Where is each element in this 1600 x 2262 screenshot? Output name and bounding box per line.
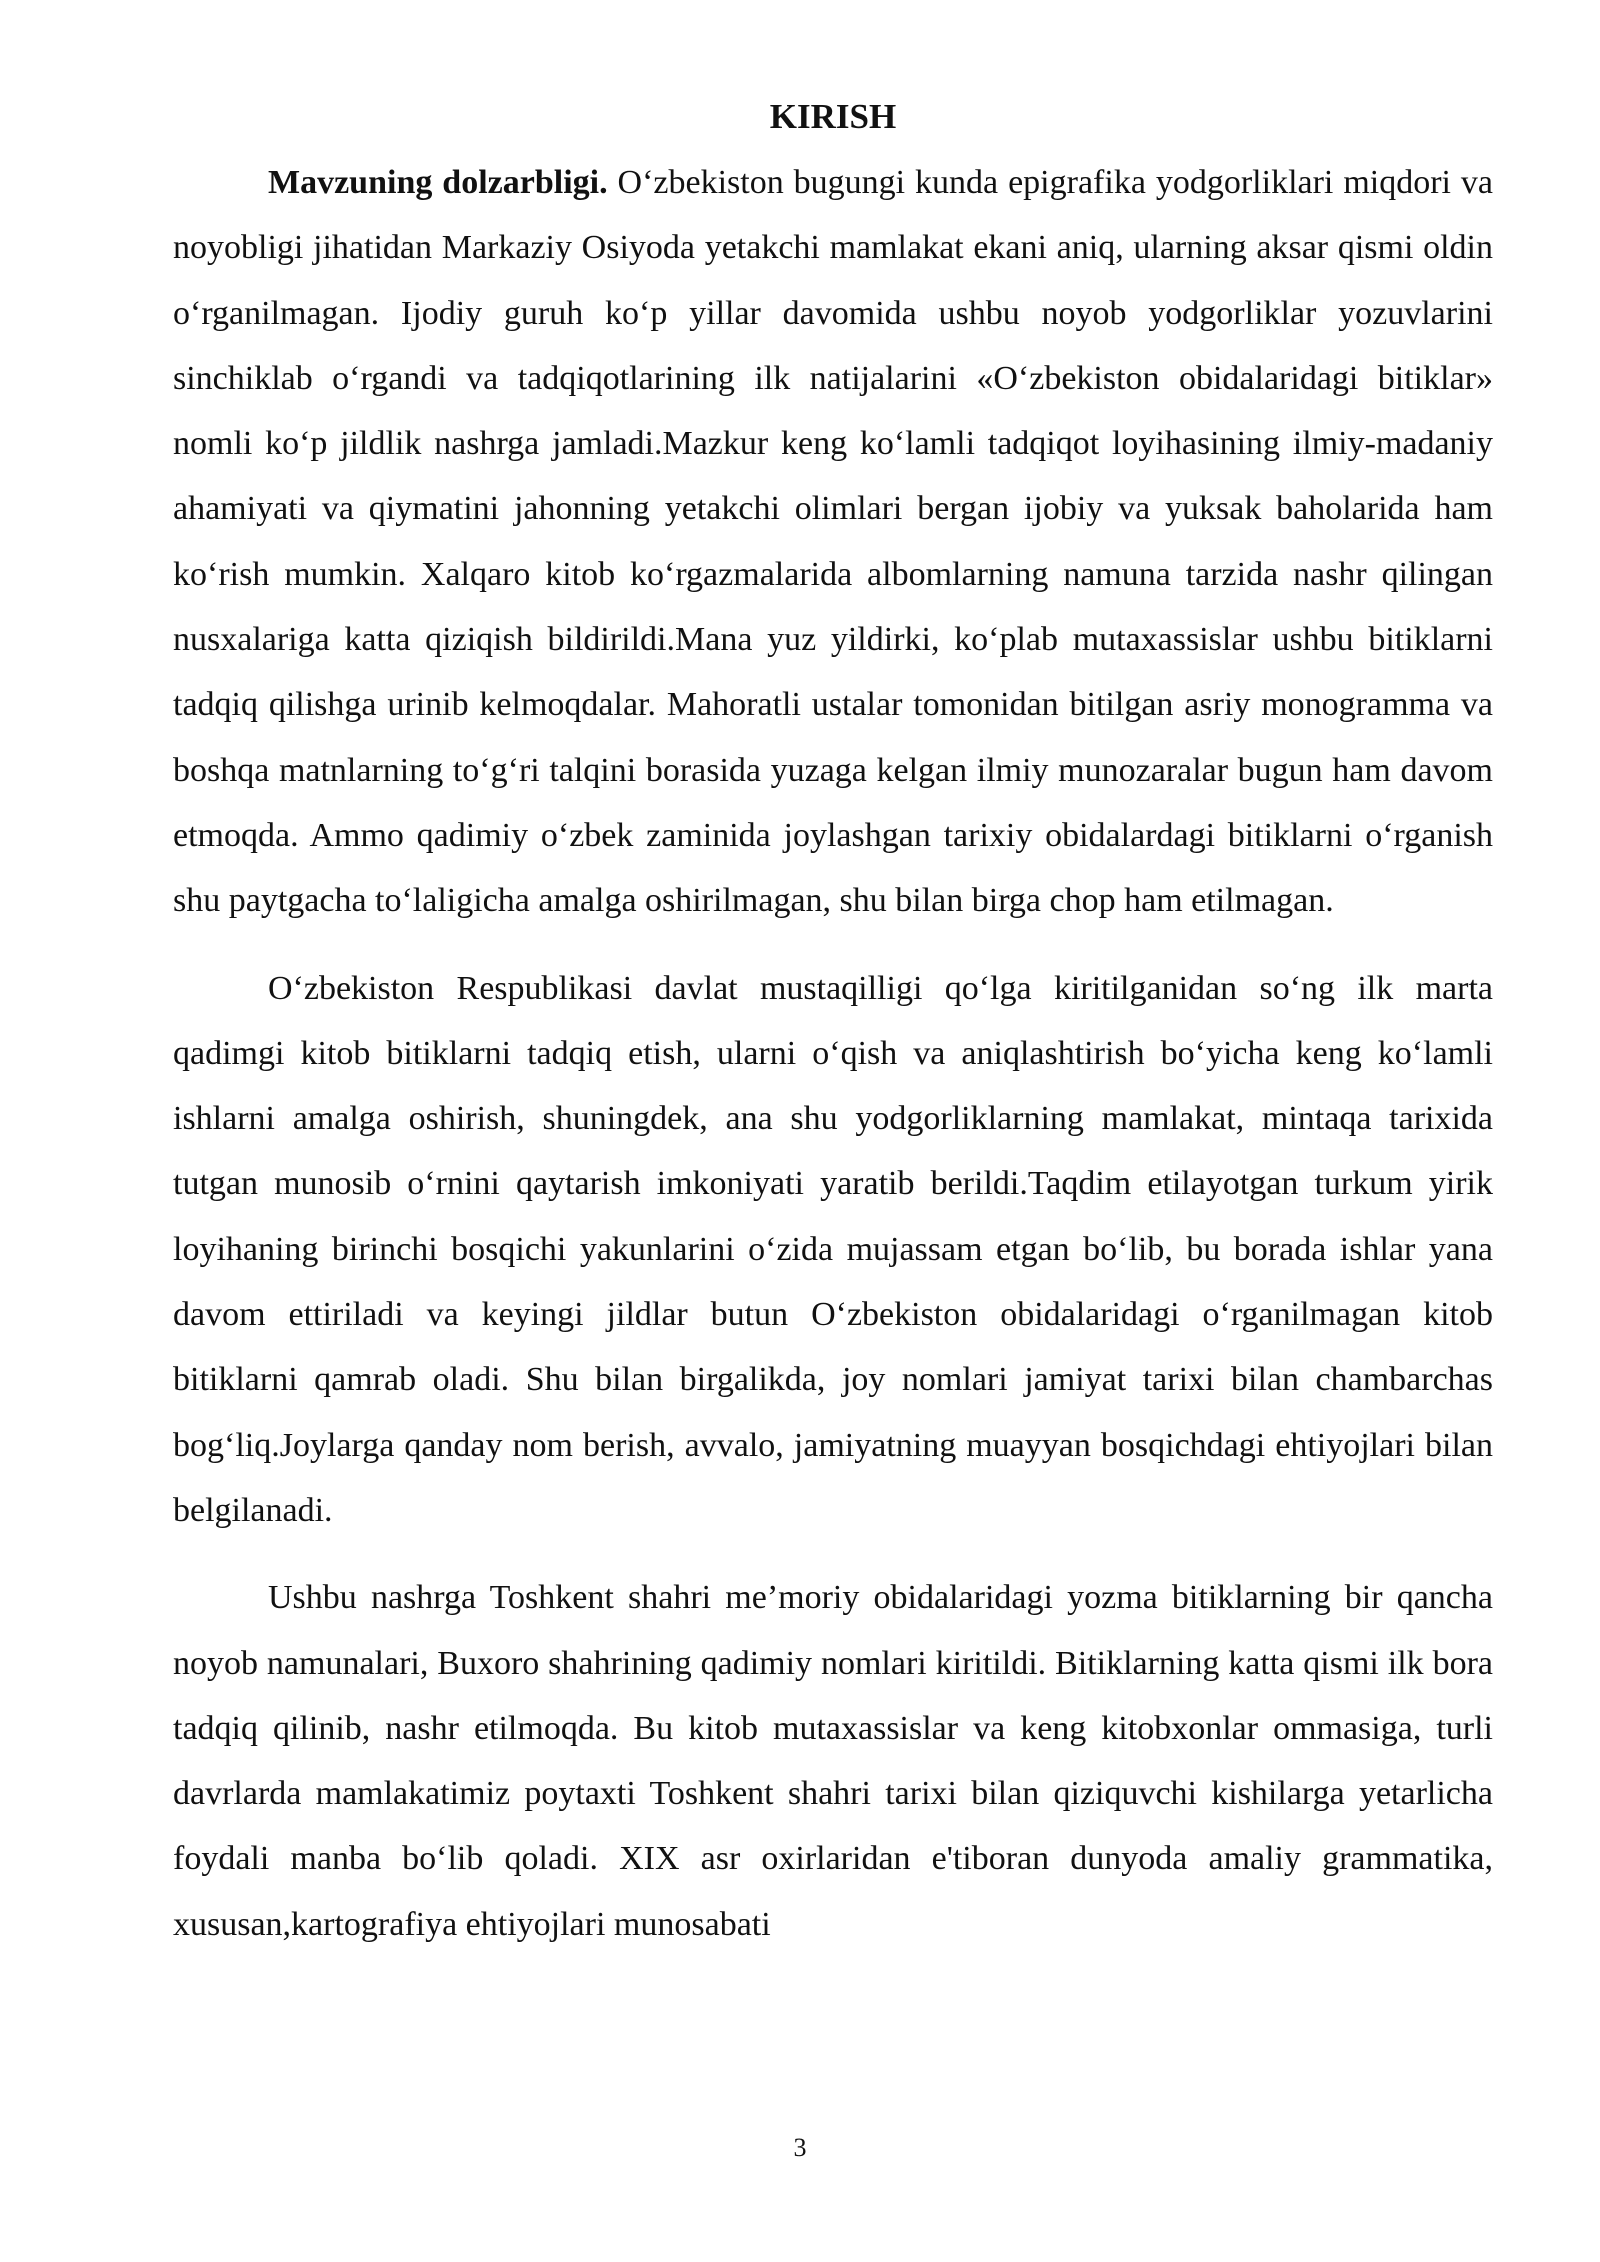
paragraph-text: O‘zbekiston bugungi kunda epigrafika yodgorliklari miqdori va noyobligi jihatidan Markaziy Osiyoda yetakchi mamlakat ekani aniq, ularning aksar qismi oldin o‘rganilmagan. Ijodiy guruh ko‘p yillar davomida ushbu noyob yodgorliklar yozuvlarini sinchiklab o‘rgandi va tadqiqotlarining ilk natijalarini «O‘zbekiston obidalaridagi bitiklar» nomli ko‘p jildlik nashrga jamladi.Mazkur keng ko‘lamli tadqiqot loyihasining ilmiy-madaniy ahamiyati va qiymatini jahonning yetakchi olimlari bergan ijobiy va yuksak baholarida ham ko‘rish mumkin. Xalqaro kitob ko‘rgazmalarida albomlarning namuna tarzida nashr qilingan nusxalariga katta qiziqish bildirildi.Mana yuz yildirki, ko‘plab mutaxassislar ushbu bitiklarni tadqiq qilishga urinib kelmoqdalar. Mahoratli ustalar tomonidan bitilgan asriy monogramma va boshqa matnlarning to‘g‘ri talqini borasida yuzaga kelgan ilmiy munozaralar bugun ham davom etmoqda. Ammo qadimiy o‘zbek zaminida joylashgan tarixiy obidalardagi bitiklarni o‘rganish shu paytgacha to‘laligicha amalga oshirilmagan, shu bilan birga chop ham etilmagan. [173,164,1494,920]
paragraph-text: Ushbu nashrga Toshkent shahri me’moriy obidalaridagi yozma bitiklarning bir qancha noyob namunalari, Buxoro shahrining qadimiy nomlari kiritildi. Bitiklarning katta qismi ilk bora tadqiq qilinib, nashr etilmoqda. Bu kitob mutaxassislar va keng kitobxonlar ommasiga, turli davrlarda mamlakatimiz poytaxti Toshkent shahri tarixi bilan qiziquvchi kishilarga yetarlicha foydali manba bo‘lib qoladi. XIX asr oxirlaridan e'tiboran dunyoda amaliy grammatika, xususan,kartografiya ehtiyojlari munosabati [173,1579,1493,1943]
paragraph-independence [173,956,1493,1544]
document-page [173,92,1493,1957]
paragraph-lead: Mavzuning dolzarbligi. [268,164,608,201]
paragraph-text: O‘zbekiston Respublikasi davlat mustaqilligi qo‘lga kiritilganidan so‘ng ilk marta qadimgi kitob bitiklarni tadqiq etish, ularni o‘qish va aniqlashtirish bo‘yicha keng ko‘lamli ishlarni amalga oshirish, shuningdek, ana shu yodgorliklarning mamlakat, mintaqa tarixida tutgan munosib o‘rnini qaytarish imkoniyati yaratib berildi.Taqdim etilayotgan turkum yirik loyihaning birinchi bosqichi yakunlarini o‘zida mujassam etgan bo‘lib, bu borada ishlar yana davom ettiriladi va keyingi jildlar butun O‘zbekiston obidalaridagi o‘rganilmagan kitob bitiklarni qamrab oladi. Shu bilan birgalikda, joy nomlari jamiyat tarixi bilan chambarchas bog‘liq.Joylarga qanday nom berish, avvalo, jamiyatning muayyan bosqichdagi ehtiyojlari bilan belgilanadi. [173,969,1493,1529]
page-title: KIRISH [769,97,897,136]
page-number: 3 [793,2133,807,2162]
paragraph-publication [173,1565,1493,1957]
paragraph-relevance [173,150,1493,934]
